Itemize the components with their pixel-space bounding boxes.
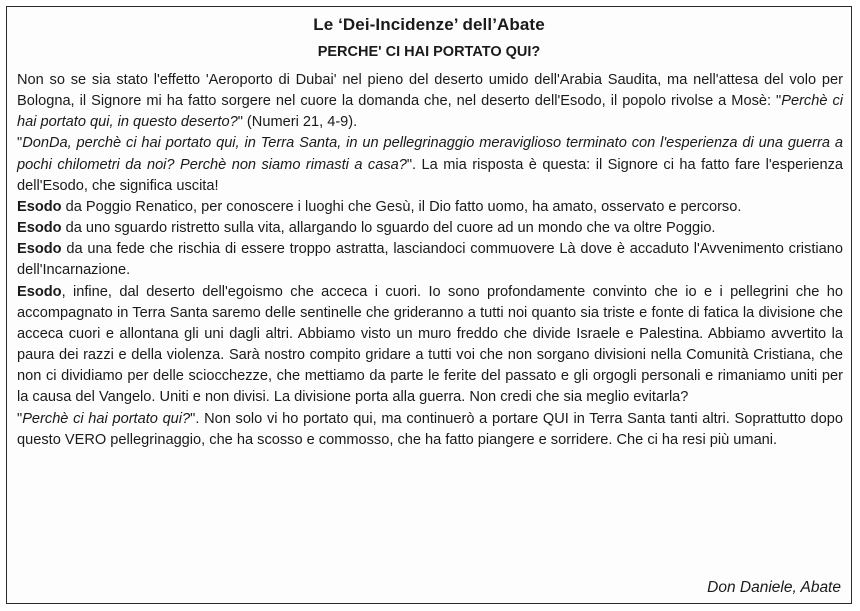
keyword-esodo: Esodo [17,198,62,215]
paragraph-3: Esodo da Poggio Renatico, per conoscere i luoghi che Gesù, il Dio fatto uomo, ha amato, osservato e percorso. [17,198,742,215]
paragraph-6: Esodo, infine, dal deserto dell'egoismo che acceca i cuori. Io sono profondamente convinto che io e i pellegrini che ho accompagnato in Terra Santa saremo delle sentinelle che grideranno a tutti noi quanto sia triste e fonte di fatica la divisione che acceca cuori e allontana gli uni dagli altri. Abbiamo visto un muro freddo che divide Israele e Palestina. Abbiamo avvertito la paura dei razzi e della violenza. Sarà nostro compito gridare a tutti voi che non sorgano divisioni nella Comunità Cristiana, che non ci dividiamo per delle sciocchezze, che mettiamo da parte le ferite del passato e gli orgogli personali e rimaniamo uniti per la causa del Vangelo. Uniti e non divisi. La divisione porta alla guerra. Non credi che sia meglio evitarla? [17,283,843,406]
article-subtitle: PERCHE' CI HAI PORTATO QUI? [317,44,541,60]
article-frame [6,6,852,604]
paragraph-1: Non so se sia stato l'effetto 'Aeroporto di Dubai' nel pieno del deserto umido dell'Arabia Saudita, ma nell'attesa del volo per Bologna, il Signore mi ha fatto sorgere nel cuore la domanda che, nel deserto dell'Esodo, il popolo rivolse a Mosè: "Perchè ci hai portato qui, in questo deserto?" (Numeri 21, 4-9). [17,72,843,131]
paragraph-5: Esodo da una fede che rischia di essere troppo astratta, lasciandoci commuovere Là dove è accaduto l'Avvenimento cristiano dell'Incarnazione. [17,241,843,279]
keyword-esodo: Esodo [17,283,62,300]
keyword-esodo: Esodo [17,241,62,258]
article-title: Le ‘Dei-Incidenze’ dell’Abate [313,15,545,34]
paragraph-2: "DonDa, perchè ci hai portato qui, in Terra Santa, in un pellegrinaggio meraviglioso terminato con l'esperienza di una guerra a pochi chilometri da noi? Perchè non siamo rimasti a casa?". La mia risposta è questa: il Signore ci ha fatto fare l'esperienza dell'Esodo, che significa uscita! [17,135,843,194]
signature: Don Daniele, Abate [707,579,841,596]
quote: Perchè ci hai portato qui? [22,410,191,427]
article-body [17,70,843,451]
paragraph-7: "Perchè ci hai portato qui?". Non solo vi ho portato qui, ma continuerò a portare QUI in Terra Santa tanti altri. Soprattutto dopo questo VERO pellegrinaggio, che ha scosso e commosso, che ha fatto piangere e sorridere. Che ci ha resi più umani. [17,410,844,448]
paragraph-4: Esodo da uno sguardo ristretto sulla vita, allargando lo sguardo del cuore ad un mondo che va oltre Poggio. [17,220,716,237]
keyword-esodo: Esodo [17,220,62,237]
quote: DonDa, perchè ci hai portato qui, in Terra Santa, in un pellegrinaggio meraviglioso terminato con l'esperienza di una guerra a pochi chilometri da noi? Perchè non siamo rimasti a casa? [17,135,843,173]
quote: Perchè ci hai portato qui, in questo deserto? [17,93,843,131]
